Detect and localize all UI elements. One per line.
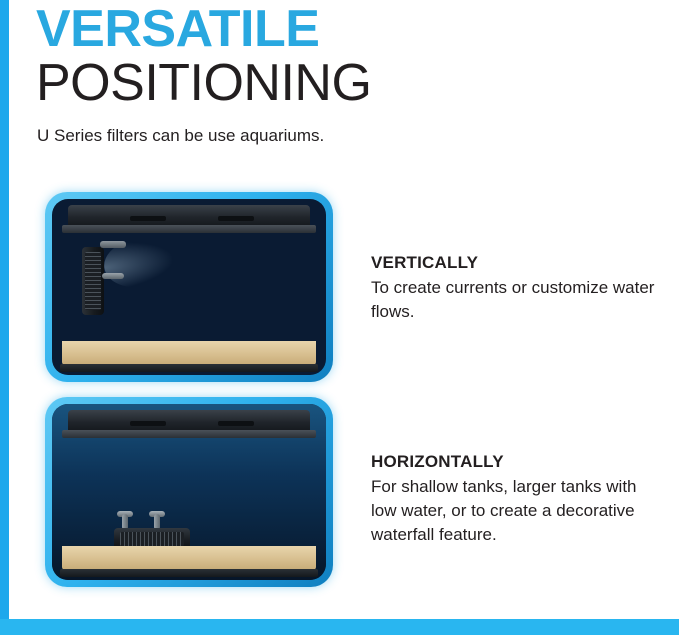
hood-vent-left (130, 216, 166, 221)
filter-device-vertical (82, 247, 104, 315)
description-vertical (371, 253, 661, 324)
filter-grille (85, 252, 101, 310)
tank-hood (68, 410, 310, 432)
tank-interior (52, 404, 326, 580)
tank-interior (52, 199, 326, 375)
tank-substrate (62, 341, 316, 365)
left-accent-bar (0, 0, 9, 643)
hood-vent-right (218, 421, 254, 426)
page-subtitle: U Series filters can be use aquariums. (37, 126, 325, 145)
description-body-vertical: To create currents or customize water flows. (371, 278, 655, 321)
tank-base (60, 364, 318, 372)
hood-vent-left (130, 421, 166, 426)
tank-hood (68, 205, 310, 227)
bottom-white-strip (0, 635, 679, 643)
tank-rim (62, 225, 316, 233)
aquarium-illustration-vertical (45, 192, 333, 382)
hood-vent-right (218, 216, 254, 221)
tank-base (60, 569, 318, 577)
filter-grille (120, 532, 184, 546)
aquarium-illustration-horizontal (45, 397, 333, 587)
tank-substrate (62, 546, 316, 570)
description-title-vertical: VERTICALLY (371, 253, 479, 272)
filter-outflow-nozzle (102, 273, 124, 279)
description-horizontal (371, 452, 661, 547)
filter-mount-bracket (100, 241, 126, 248)
description-body-horizontal: For shallow tanks, larger tanks with low water, or to create a decorative waterfall feature. (371, 477, 637, 544)
description-title-horizontal: HORIZONTALLY (371, 452, 504, 471)
page-title-line1: VERSATILE (36, 0, 320, 58)
page-title-line2: POSITIONING (36, 54, 372, 112)
tank-rim (62, 430, 316, 438)
